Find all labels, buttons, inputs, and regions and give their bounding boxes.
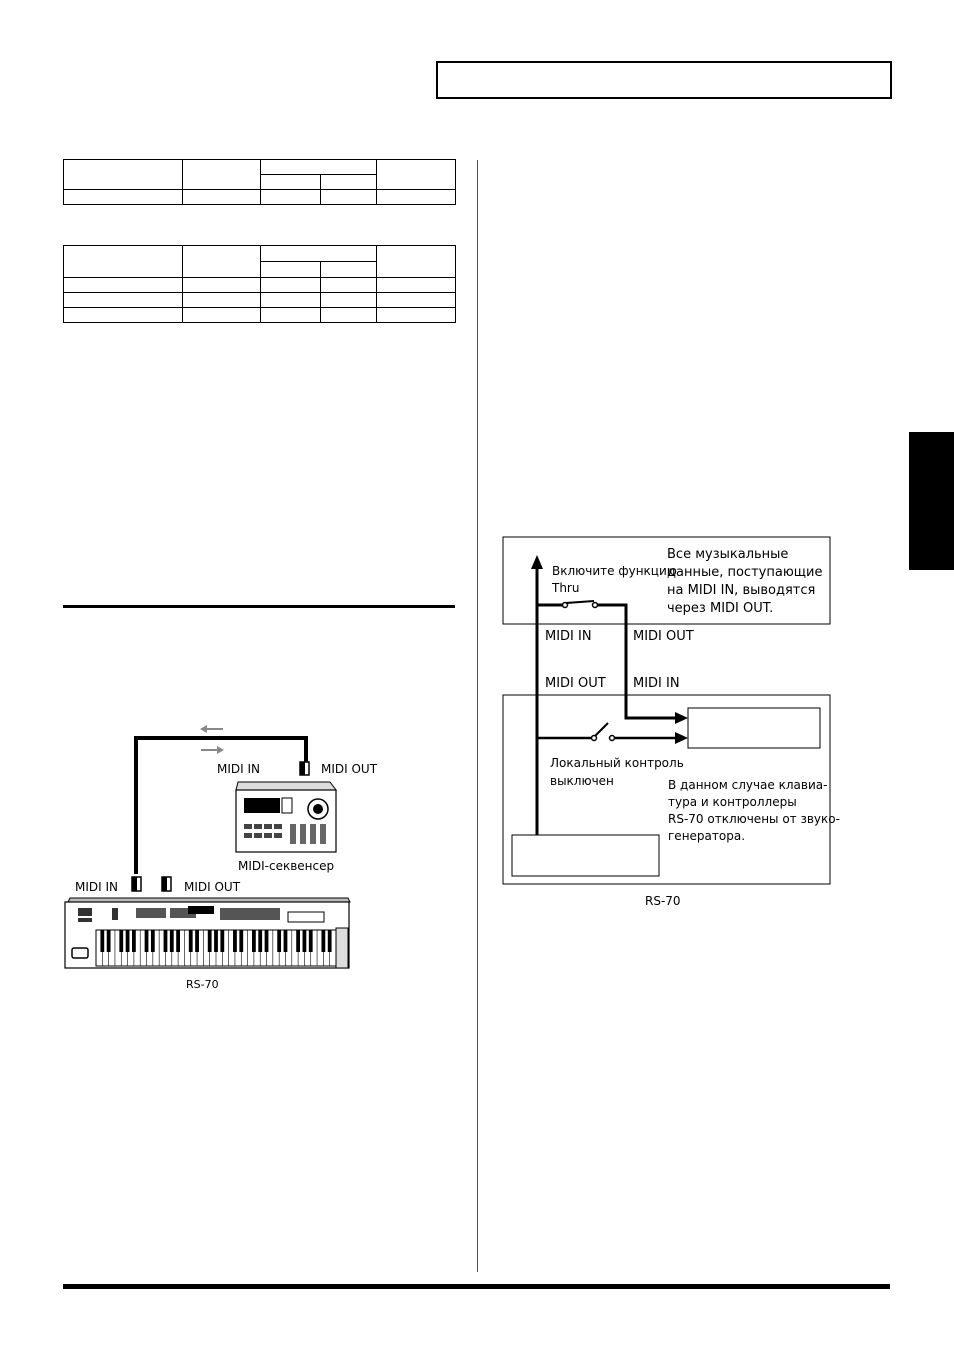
table-row bbox=[64, 308, 456, 323]
table-cell bbox=[64, 246, 183, 278]
table-cell bbox=[64, 160, 183, 190]
table-cell bbox=[321, 175, 377, 190]
table-row bbox=[64, 293, 456, 308]
arrow-right-icon bbox=[201, 746, 224, 754]
table-row bbox=[64, 190, 456, 205]
table-cell bbox=[261, 175, 321, 190]
keyboard-icon bbox=[65, 898, 350, 968]
table-cell bbox=[261, 246, 377, 262]
diagram-caption: RS-70 bbox=[645, 894, 681, 908]
label-midi-out-bottom: MIDI OUT bbox=[545, 676, 606, 691]
label-rs70: RS-70 bbox=[186, 978, 219, 991]
page-header-box bbox=[436, 61, 892, 99]
table-2 bbox=[63, 245, 456, 323]
local-note-line: RS-70 отключены от звуко- bbox=[668, 812, 840, 826]
thru-note-line: на MIDI IN, выводятся bbox=[667, 583, 816, 598]
switch-contact-icon bbox=[610, 736, 615, 741]
local-note-line: генератора. bbox=[668, 829, 746, 843]
thru-note-line: Все музыкальные bbox=[667, 547, 789, 562]
label-midi-in-top: MIDI IN bbox=[545, 629, 592, 644]
label-midi-out-upper: MIDI OUT bbox=[321, 762, 378, 776]
keyboard-controllers-box bbox=[512, 835, 659, 876]
thru-local-diagram bbox=[500, 533, 840, 913]
table-cell bbox=[261, 262, 321, 278]
label-sequencer: MIDI-секвенсер bbox=[238, 859, 335, 873]
connection-diagram bbox=[60, 712, 378, 997]
arrow-left-icon bbox=[200, 725, 223, 733]
page-bottom-rule bbox=[63, 1284, 890, 1289]
label-midi-in-upper: MIDI IN bbox=[217, 762, 261, 776]
local-note-line: В данном случае клавиа- bbox=[668, 778, 828, 792]
label-midi-out-top: MIDI OUT bbox=[633, 629, 694, 644]
table-cell bbox=[261, 160, 377, 175]
table-1 bbox=[63, 159, 456, 205]
local-label-2: выключен bbox=[550, 774, 614, 788]
label-midi-out-lower: MIDI OUT bbox=[184, 880, 241, 894]
thru-label-1: Включите функцию bbox=[552, 564, 677, 578]
table-cell bbox=[183, 246, 261, 278]
sequencer-icon bbox=[236, 782, 336, 852]
switch-contact-icon bbox=[593, 603, 598, 608]
label-midi-in-bottom: MIDI IN bbox=[633, 676, 680, 691]
local-note-line: тура и контроллеры bbox=[668, 795, 797, 809]
table-cell bbox=[321, 262, 377, 278]
sound-generator-box bbox=[688, 708, 820, 748]
thru-label-2: Thru bbox=[552, 581, 580, 595]
label-midi-in-lower: MIDI IN bbox=[75, 880, 119, 894]
table-cell bbox=[377, 160, 456, 190]
chapter-side-tab bbox=[909, 432, 954, 570]
thru-note-line: данные, поступающие bbox=[667, 565, 823, 580]
table-cell bbox=[183, 160, 261, 190]
local-label-1: Локальный контроль bbox=[550, 756, 684, 770]
table-cell bbox=[377, 246, 456, 278]
section-heading-rule bbox=[63, 605, 455, 608]
table-row bbox=[64, 278, 456, 293]
column-divider bbox=[477, 160, 478, 1272]
thru-note-line: через MIDI OUT. bbox=[667, 601, 774, 616]
